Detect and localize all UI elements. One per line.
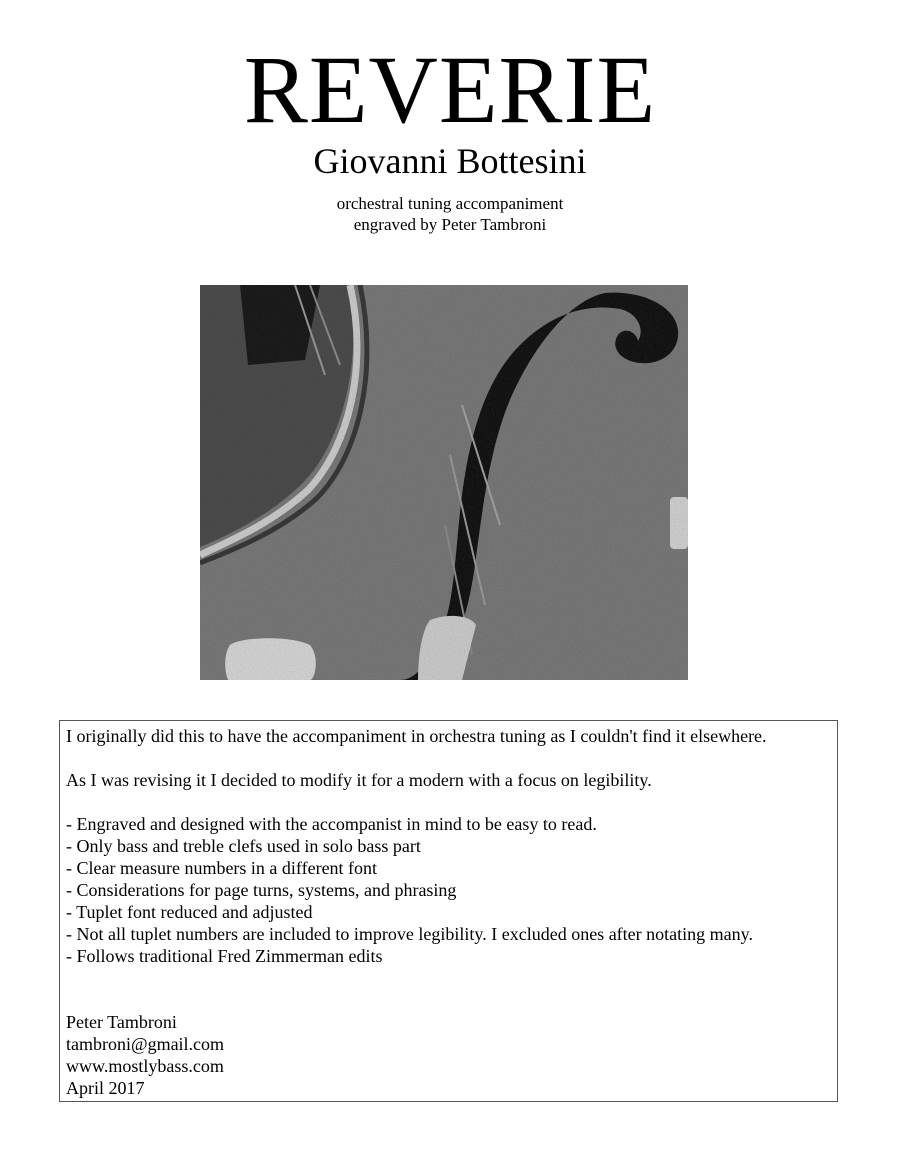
list-item: - Follows traditional Fred Zimmerman edits <box>66 946 383 966</box>
page-title: REVERIE <box>243 36 657 143</box>
subtitle-engraver: engraved by Peter Tambroni <box>353 215 547 234</box>
signature-website: www.mostlybass.com <box>66 1056 224 1076</box>
composer-name: Giovanni Bottesini <box>313 141 587 181</box>
notes-box <box>59 720 838 1102</box>
list-item: - Not all tuplet numbers are included to improve legibility. I excluded ones after notating many. <box>66 924 753 944</box>
notes-intro: I originally did this to have the accompaniment in orchestra tuning as I couldn't find it elsewhere. <box>66 726 767 746</box>
subtitle-block <box>0 193 900 235</box>
list-item: - Considerations for page turns, systems, and phrasing <box>66 880 457 900</box>
notes-revision: As I was revising it I decided to modify it for a modern with a focus on legibility. <box>66 770 652 790</box>
signature-date: April 2017 <box>66 1078 145 1098</box>
list-item: - Only bass and treble clefs used in solo bass part <box>66 836 421 856</box>
list-item: - Engraved and designed with the accompanist in mind to be easy to read. <box>66 814 597 834</box>
subtitle-tuning: orchestral tuning accompaniment <box>336 194 564 213</box>
signature-email: tambroni@gmail.com <box>66 1034 225 1054</box>
list-item: - Tuplet font reduced and adjusted <box>66 902 313 922</box>
bass-f-hole-photo <box>200 285 688 680</box>
list-item: - Clear measure numbers in a different font <box>66 858 378 878</box>
signature-name: Peter Tambroni <box>66 1012 177 1032</box>
